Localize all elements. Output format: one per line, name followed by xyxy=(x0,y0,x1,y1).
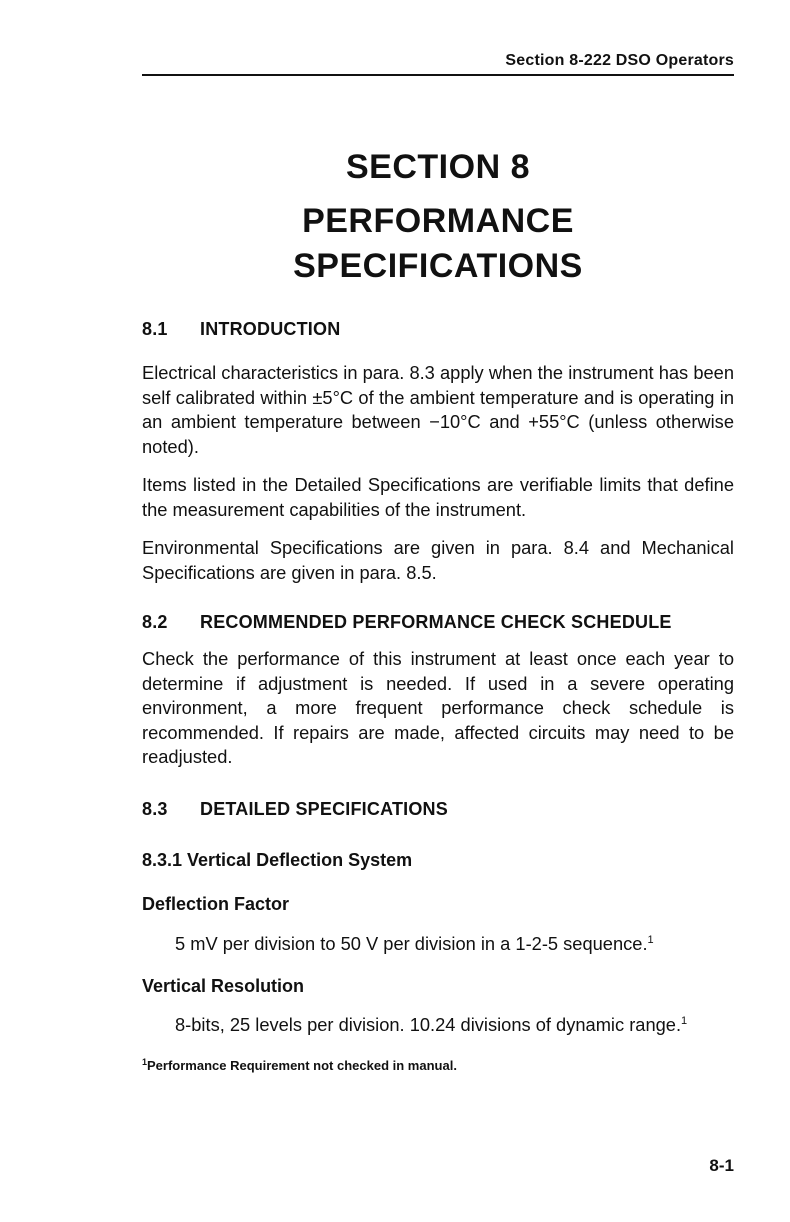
heading-number: 8.1 xyxy=(142,319,168,339)
footnote-text: Performance Requirement not checked in manual. xyxy=(147,1058,457,1073)
heading-deflection-factor: Deflection Factor xyxy=(142,894,290,914)
heading-8-3 xyxy=(142,798,448,820)
footnote-reference: 1 xyxy=(647,934,654,946)
heading-8-1 xyxy=(142,318,340,340)
header-rule xyxy=(142,74,734,76)
heading-8-2 xyxy=(142,611,672,633)
deflection-factor-text xyxy=(175,932,735,956)
heading-8-3-1: 8.3.1 Vertical Deflection System xyxy=(142,850,413,870)
intro-paragraph-3: Environmental Specifications are given in para. 8.4 and Mechanical Specifications are given in para. 8.5. xyxy=(142,537,734,583)
schedule-paragraph: Check the performance of this instrument at least once each year to determine if adjustment is needed. If used in a severe operating environment, a more frequent performance check schedule is recommended. If repairs are made, affected circuits may need to be readjusted. xyxy=(142,648,734,767)
heading-number: 8.2 xyxy=(142,612,168,632)
section-title: SECTION 8 xyxy=(346,148,530,186)
section-subtitle-line1: PERFORMANCE xyxy=(302,202,574,240)
heading-text: DETAILED SPECIFICATIONS xyxy=(200,799,448,819)
vertical-resolution-value: 8-bits, 25 levels per division. 10.24 divisions of dynamic range. xyxy=(175,1014,682,1035)
intro-paragraph-1: Electrical characteristics in para. 8.3 apply when the instrument has been self calibrated within ±5°C of the ambient temperature and is operating in an ambient temperature between −10°C and +55°C (unless otherwise noted). xyxy=(142,362,734,457)
footnote xyxy=(142,1058,457,1074)
page-number: 8-1 xyxy=(709,1156,734,1175)
heading-text: RECOMMENDED PERFORMANCE CHECK SCHEDULE xyxy=(200,612,672,632)
section-subtitle-line2: SPECIFICATIONS xyxy=(293,247,583,285)
footnote-mark: 1 xyxy=(142,1057,148,1067)
running-head: Section 8-222 DSO Operators xyxy=(505,52,734,69)
vertical-resolution-text xyxy=(175,1013,735,1037)
deflection-factor-value: 5 mV per division to 50 V per division in a 1-2-5 sequence. xyxy=(175,933,648,954)
heading-vertical-resolution: Vertical Resolution xyxy=(142,976,305,996)
footnote-reference: 1 xyxy=(681,1015,688,1027)
intro-paragraph-2: Items listed in the Detailed Specifications are verifiable limits that define the measurement capabilities of the instrument. xyxy=(142,474,734,520)
heading-number: 8.3 xyxy=(142,799,168,819)
heading-text: INTRODUCTION xyxy=(200,319,341,339)
